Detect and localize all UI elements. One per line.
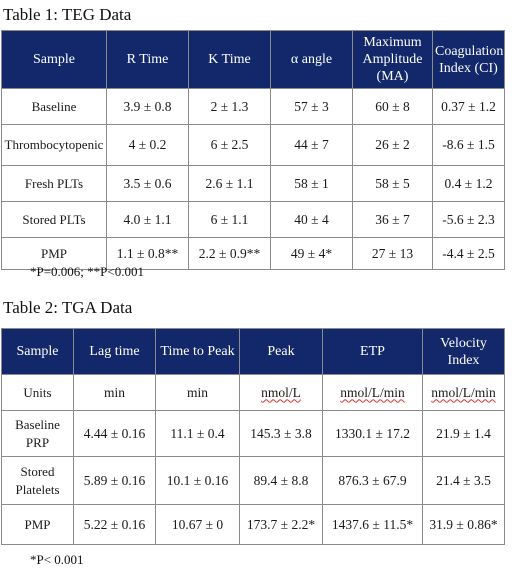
table-cell: 2 ± 1.3 [189,89,271,125]
header-k-time: K Time [189,31,271,89]
table-cell: 58 ± 5 [353,166,433,202]
row-label: Stored PLTs [2,202,107,238]
table-cell: 27 ± 13 [353,238,433,270]
table-cell: 0.4 ± 1.2 [433,166,505,202]
table1-footnote: *P=0.006; **P<0.001 [30,264,144,279]
table-row [2,125,505,166]
row-label: Stored Platelets [2,457,74,505]
table-cell: 10.1 ± 0.16 [156,457,240,505]
table-cell: 4 ± 0.2 [107,125,189,166]
unit-cell: nmol/L [240,375,323,411]
table-cell: 57 ± 3 [271,89,353,125]
table1-caption: Table 1: TEG Data [3,5,132,24]
table-cell: 6 ± 1.1 [189,202,271,238]
table-cell: 1437.6 ± 11.5* [323,505,423,545]
table-cell: 876.3 ± 67.9 [323,457,423,505]
table-cell: 6 ± 2.5 [189,125,271,166]
table-cell: 4.44 ± 0.16 [74,411,156,457]
table-cell: -8.6 ± 1.5 [433,125,505,166]
table-header-row [2,31,505,89]
table-row [2,89,505,125]
row-label: Baseline PRP [2,411,74,457]
table-cell: 10.67 ± 0 [156,505,240,545]
table-cell: 1330.1 ± 17.2 [323,411,423,457]
table-row [2,411,505,457]
header-etp: ETP [323,329,423,375]
row-label: Baseline [2,89,107,125]
table-cell: 5.22 ± 0.16 [74,505,156,545]
header-coagulation-index: Coagulation Index (CI) [433,31,505,89]
table-row [2,505,505,545]
table2-caption: Table 2: TGA Data [3,298,133,317]
header-time-to-peak: Time to Peak [156,329,240,375]
table-cell: 40 ± 4 [271,202,353,238]
table-row [2,166,505,202]
teg-data-table [1,30,505,270]
header-alpha-angle: α angle [271,31,353,89]
row-label: PMP [2,505,74,545]
table-cell: 3.5 ± 0.6 [107,166,189,202]
table-row [2,457,505,505]
table-cell: 0.37 ± 1.2 [433,89,505,125]
table-cell: 145.3 ± 3.8 [240,411,323,457]
header-lag-time: Lag time [74,329,156,375]
header-r-time: R Time [107,31,189,89]
unit-cell: min [74,375,156,411]
header-sample: Sample [2,31,107,89]
table-cell: 36 ± 7 [353,202,433,238]
unit-cell: nmol/L/min [323,375,423,411]
header-sample: Sample [2,329,74,375]
table-cell: 26 ± 2 [353,125,433,166]
table-cell: 173.7 ± 2.2* [240,505,323,545]
units-row [2,375,505,411]
unit-cell: nmol/L/min [423,375,505,411]
row-label: Thrombocytopenic [2,125,107,166]
table-cell: 21.4 ± 3.5 [423,457,505,505]
table2-footnote: *P< 0.001 [30,552,84,567]
table-cell: 1.1 ± 0.8** [107,238,189,270]
table-cell: 2.6 ± 1.1 [189,166,271,202]
row-label: Units [2,375,74,411]
table-cell: 58 ± 1 [271,166,353,202]
row-label: Fresh PLTs [2,166,107,202]
table-cell: 5.89 ± 0.16 [74,457,156,505]
table-cell: 89.4 ± 8.8 [240,457,323,505]
table-cell: 31.9 ± 0.86* [423,505,505,545]
table-cell: 60 ± 8 [353,89,433,125]
table-row [2,202,505,238]
header-peak: Peak [240,329,323,375]
table-cell: 44 ± 7 [271,125,353,166]
table-cell: -4.4 ± 2.5 [433,238,505,270]
unit-cell: min [156,375,240,411]
table-header-row [2,329,505,375]
table-cell: 11.1 ± 0.4 [156,411,240,457]
tga-data-table [1,328,505,545]
table-cell: 49 ± 4* [271,238,353,270]
table-cell: 4.0 ± 1.1 [107,202,189,238]
table-cell: 21.9 ± 1.4 [423,411,505,457]
row-label: PMP [2,238,107,270]
header-velocity-index: Velocity Index [423,329,505,375]
header-maximum-amplitude: Maximum Amplitude (MA) [353,31,433,89]
table-cell: 3.9 ± 0.8 [107,89,189,125]
table-cell: 2.2 ± 0.9** [189,238,271,270]
table-cell: -5.6 ± 2.3 [433,202,505,238]
